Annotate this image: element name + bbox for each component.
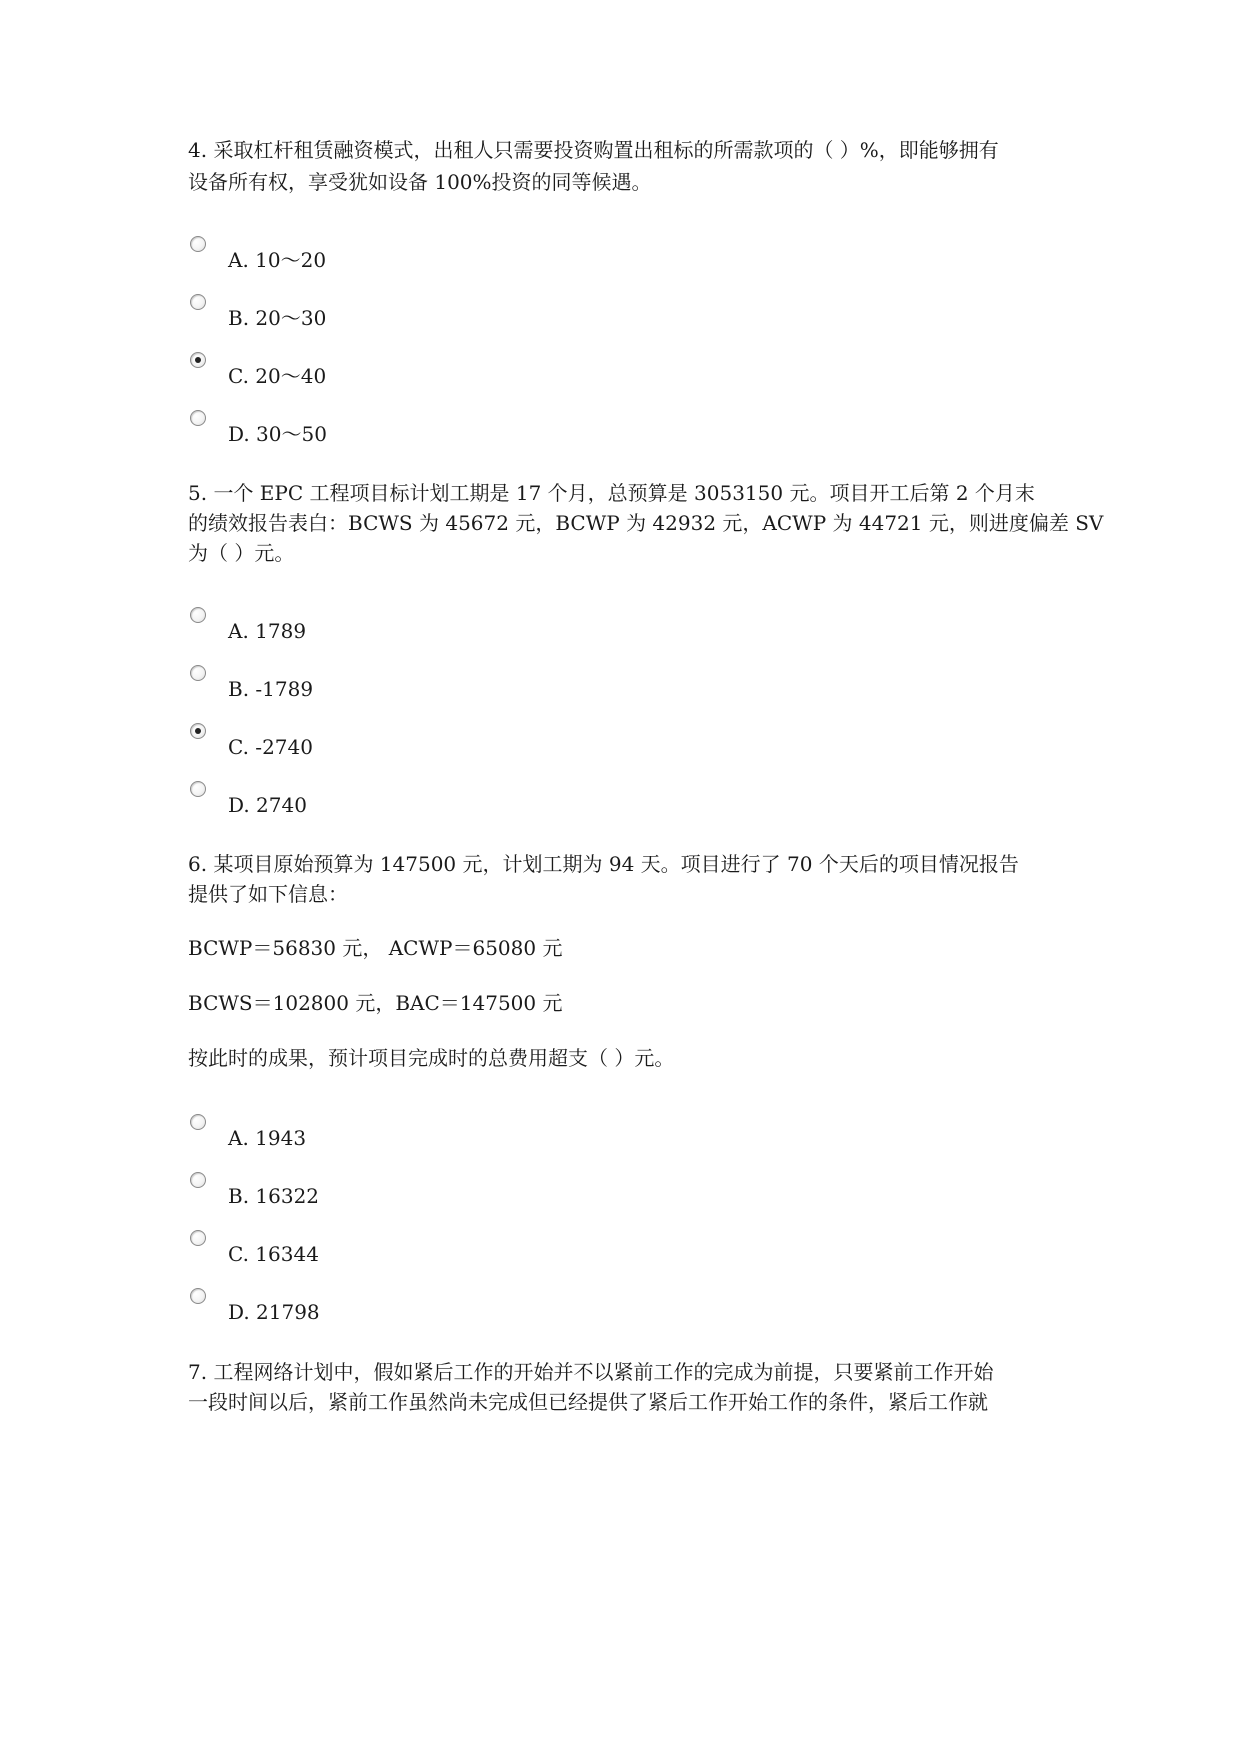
question-5-text-line-2: 的绩效报告表白：BCWS 为 45672 元，BCWP 为 42932 元，ACWP 为 44721 元，则进度偏差 SV [188,511,1104,535]
option-label: D. 2740 [228,793,307,817]
option-label: C. 16344 [228,1242,319,1266]
question-5-text-line-3: 为（ ）元。 [188,541,295,565]
option-label: D. 30～50 [228,422,327,446]
question-4-option-d[interactable] [190,410,590,450]
question-6-option-c[interactable] [190,1230,590,1270]
question-4-option-a[interactable] [190,236,590,276]
question-4-option-b[interactable] [190,294,590,334]
radio-button[interactable] [190,665,206,681]
radio-button[interactable] [190,781,206,797]
question-5-option-c[interactable] [190,723,590,763]
option-label: C. 20～40 [228,364,327,388]
radio-button[interactable] [190,1172,206,1188]
radio-button[interactable] [190,723,206,739]
question-7-text-line-1: 7. 工程网络计划中，假如紧后工作的开始并不以紧前工作的完成为前提，只要紧前工作开始 [188,1360,994,1384]
question-7-text-line-2: 一段时间以后，紧前工作虽然尚未完成但已经提供了紧后工作开始工作的条件，紧后工作就 [188,1390,988,1414]
question-5-option-a[interactable] [190,607,590,647]
question-6-option-b[interactable] [190,1172,590,1212]
option-label: A. 1943 [228,1126,307,1150]
question-4-option-c[interactable] [190,352,590,392]
question-6-option-a[interactable] [190,1114,590,1154]
question-6-option-d[interactable] [190,1288,590,1328]
radio-button[interactable] [190,1114,206,1130]
radio-button[interactable] [190,410,206,426]
option-label: B. -1789 [228,677,314,701]
option-label: D. 21798 [228,1300,320,1324]
question-6-data-line-2: BCWS＝102800 元，BAC＝147500 元 [188,991,563,1015]
option-label: A. 10～20 [228,248,327,272]
question-4-text-line-1: 4. 采取杠杆租赁融资模式，出租人只需要投资购置出租标的所需款项的（ ）%，即能够拥有 [188,138,999,162]
question-6-text-line-1: 6. 某项目原始预算为 147500 元，计划工期为 94 天。项目进行了 70 个天后的项目情况报告 [188,852,1019,876]
radio-button[interactable] [190,294,206,310]
question-5-text-line-1: 5. 一个 EPC 工程项目标计划工期是 17 个月，总预算是 3053150 元。项目开工后第 2 个月末 [188,481,1035,505]
option-label: B. 16322 [228,1184,320,1208]
radio-button[interactable] [190,1288,206,1304]
radio-button[interactable] [190,1230,206,1246]
question-6-data-line-1: BCWP＝56830 元， ACWP＝65080 元 [188,936,563,960]
option-label: A. 1789 [228,619,307,643]
radio-button[interactable] [190,236,206,252]
question-6-text-line-2: 提供了如下信息： [188,882,348,906]
option-label: B. 20～30 [228,306,327,330]
radio-button[interactable] [190,352,206,368]
question-6-prompt: 按此时的成果，预计项目完成时的总费用超支（ ）元。 [188,1046,675,1070]
question-4-text-line-2: 设备所有权，享受犹如设备 100%投资的同等候遇。 [188,170,652,194]
question-5-option-d[interactable] [190,781,590,821]
radio-button[interactable] [190,607,206,623]
question-5-option-b[interactable] [190,665,590,705]
option-label: C. -2740 [228,735,313,759]
